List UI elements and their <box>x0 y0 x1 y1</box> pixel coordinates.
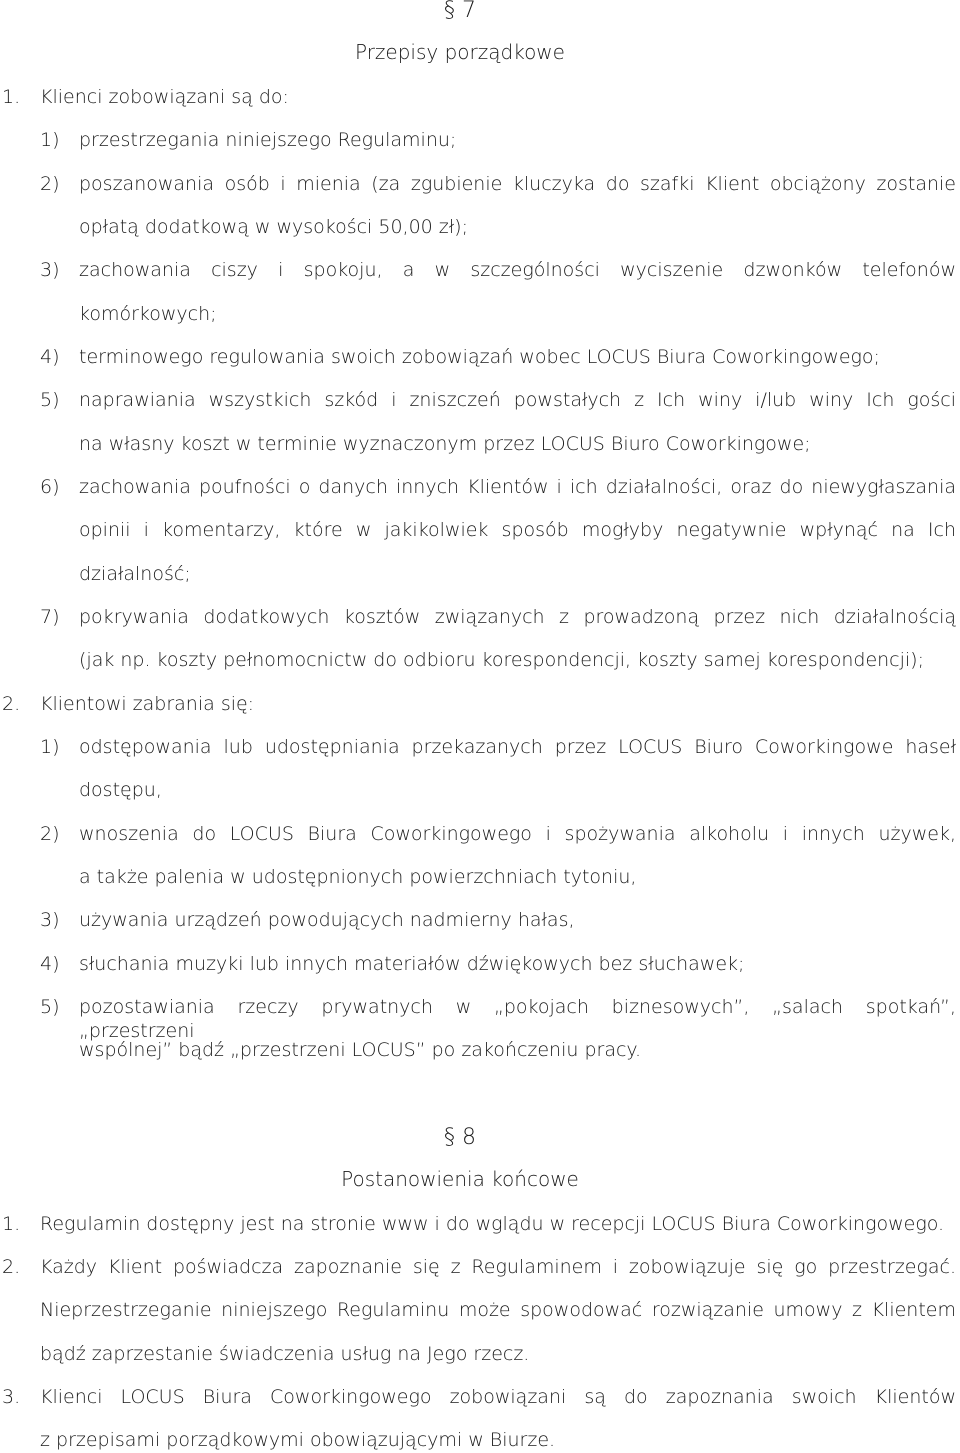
subitem-number: 7) <box>40 606 60 628</box>
subitem-text: odstępowania lub udostępniania przekazanych przez LOCUS Biuro Coworkingowe haseł <box>79 736 956 758</box>
subitem-text: zachowania poufności o danych innych Klientów i ich działalności, oraz do niewygłaszania <box>79 476 956 498</box>
subitem-number: 1) <box>40 736 60 758</box>
subitem-text: zachowania ciszy i spokoju, a w szczególności wyciszenie dzwonków telefonów <box>79 259 956 281</box>
subitem-text: terminowego regulowania swoich zobowiązań wobec LOCUS Biura Coworkingowego; <box>79 346 880 368</box>
subitem-text: opinii i komentarzy, które w jakikolwiek sposób mogłyby negatywnie wpłynąć na Ich <box>79 519 956 541</box>
subitem-number: 5) <box>40 389 60 411</box>
item-number: 2. <box>2 693 21 715</box>
subitem-text: a także palenia w udostępnionych powierzchniach tytoniu, <box>79 866 637 888</box>
item-text: z przepisami porządkowymi obowiązującymi w Biurze. <box>40 1429 556 1451</box>
subitem-text: komórkowych; <box>79 303 217 325</box>
subitem-text: wnoszenia do LOCUS Biura Coworkingowego i spożywania alkoholu i innych używek, <box>79 823 956 845</box>
subitem-number: 2) <box>40 173 60 195</box>
subitem-number: 4) <box>40 953 60 975</box>
subitem-text: opłatą dodatkową w wysokości 50,00 zł); <box>79 216 468 238</box>
subitem-number: 6) <box>40 476 60 498</box>
item-text: Klienci zobowiązani są do: <box>40 86 289 108</box>
item-text: Każdy Klient poświadcza zapoznanie się z Regulaminem i zobowiązuje się go przestrzegać. <box>40 1256 956 1278</box>
subitem-number: 2) <box>40 823 60 845</box>
item-text: Nieprzestrzeganie niniejszego Regulaminu może spowodować rozwiązanie umowy z Klientem <box>40 1299 956 1321</box>
subitem-number: 1) <box>40 129 60 151</box>
item-text: Klientowi zabrania się: <box>40 693 255 715</box>
subitem-text: naprawiania wszystkich szkód i zniszczeń powstałych z Ich winy i/lub winy Ich gości <box>79 389 956 411</box>
subitem-text: słuchania muzyki lub innych materiałów dźwiękowych bez słuchawek; <box>79 953 745 975</box>
subitem-number: 3) <box>40 259 60 281</box>
item-text: Regulamin dostępny jest na stronie www i do wglądu w recepcji LOCUS Biura Coworkingowego. <box>40 1213 945 1235</box>
subitem-number: 4) <box>40 346 60 368</box>
subitem-text: pokrywania dodatkowych kosztów związanych z prowadzoną przez nich działalnością <box>79 606 956 628</box>
item-number: 1. <box>2 86 21 108</box>
subitem-text: pozostawiania rzeczy prywatnych w „pokojach biznesowych”, „salach spotkań”, „przestrzeni <box>79 996 956 1042</box>
section-8-mark: § 8 <box>444 1125 476 1150</box>
subitem-text: (jak np. koszty pełnomocnictw do odbioru korespondencji, koszty samej korespondencji); <box>79 649 924 671</box>
item-number: 2. <box>2 1256 21 1278</box>
subitem-text: działalność; <box>79 563 191 585</box>
subitem-number: 5) <box>40 996 60 1018</box>
subitem-text: używania urządzeń powodujących nadmierny hałas, <box>79 909 575 931</box>
item-text: bądź zaprzestanie świadczenia usług na Jego rzecz. <box>40 1343 530 1365</box>
subitem-text: przestrzegania niniejszego Regulaminu; <box>79 129 457 151</box>
subitem-text: na własny koszt w terminie wyznaczonym przez LOCUS Biuro Coworkingowe; <box>79 433 811 455</box>
item-number: 3. <box>2 1386 21 1408</box>
item-text: Klienci LOCUS Biura Coworkingowego zobowiązani są do zapoznania swoich Klientów <box>40 1386 956 1408</box>
subitem-text: wspólnej” bądź „przestrzeni LOCUS” po zakończeniu pracy. <box>79 1039 641 1061</box>
section-7-mark: § 7 <box>444 0 476 23</box>
subitem-text: poszanowania osób i mienia (za zgubienie kluczyka do szafki Klient obciążony zostanie <box>79 173 956 195</box>
section-7-title: Przepisy porządkowe <box>355 40 565 64</box>
subitem-number: 3) <box>40 909 60 931</box>
item-number: 1. <box>2 1213 21 1235</box>
subitem-text: dostępu, <box>79 779 162 801</box>
section-8-title: Postanowienia końcowe <box>341 1167 579 1191</box>
